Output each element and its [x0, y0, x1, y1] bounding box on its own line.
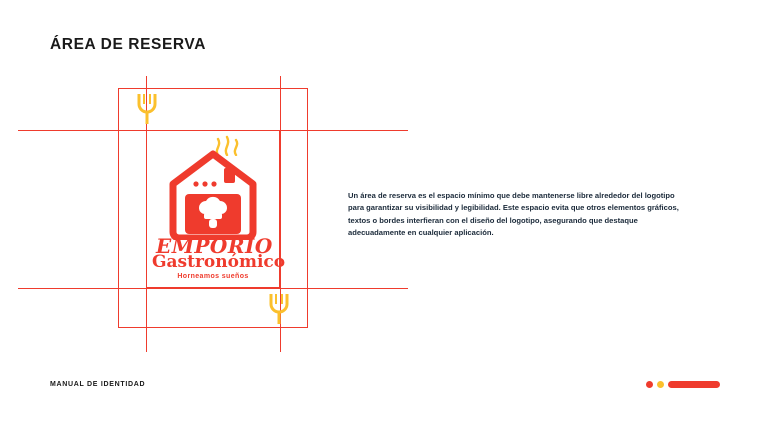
clearspace-diagram: [118, 88, 308, 328]
measure-marker-icon-top-left: [136, 92, 158, 126]
pager-dot-1[interactable]: [646, 381, 653, 388]
logo: [150, 134, 286, 284]
measure-marker-icon-bottom-right: [268, 292, 290, 326]
logo-wordmark-top: EMPORIO: [156, 234, 273, 258]
pager-dot-2[interactable]: [657, 381, 664, 388]
logo-tagline: Horneamos sueños: [177, 273, 249, 280]
description-paragraph: Un área de reserva es el espacio mínimo que debe mantenerse libre alrededor del logotipo para garantizar su visibilidad y legibilidad. Este espacio evita que otros elementos gráficos, textos o bordes interfieran con el diseño del logotipo, asegurando que destaque adecuadamente en cualquier aplicación.: [348, 191, 679, 237]
pager: [646, 381, 720, 388]
footer-label: MANUAL DE IDENTIDAD: [50, 381, 146, 388]
house-emblem-icon: [163, 148, 263, 240]
page-title: ÁREA DE RESERVA: [50, 36, 206, 53]
logo-wordmark-bottom: Gastronómico: [152, 252, 286, 272]
pager-bar[interactable]: [668, 381, 720, 388]
